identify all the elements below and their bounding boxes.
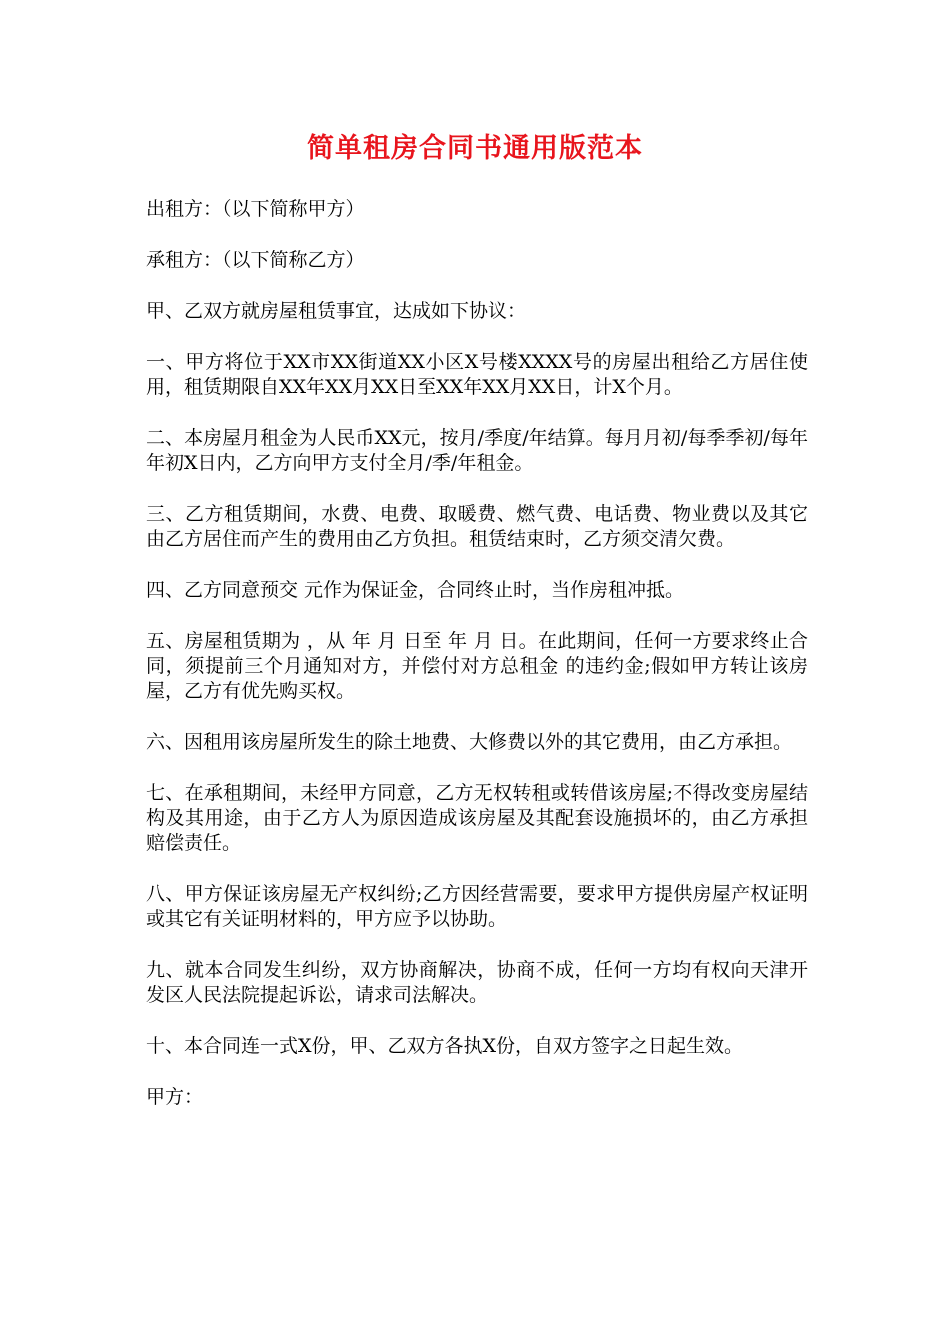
clause-2: 二、本房屋月租金为人民币XX元，按月/季度/年结算。每月月初/每季季初/每年年初X日内，乙方向甲方支付全月/季/年租金。	[146, 427, 808, 474]
party-lessee-line: 承租方：（以下简称乙方）	[146, 249, 365, 271]
clause-3: 三、乙方租赁期间，水费、电费、取暖费、燃气费、电话费、物业费以及其它由乙方居住而产生的费用由乙方负担。租赁结束时，乙方须交清欠费。	[146, 503, 808, 550]
clause-9: 九、就本合同发生纠纷，双方协商解决，协商不成，任何一方均有权向天津开发区人民法院提起诉讼，请求司法解决。	[146, 959, 808, 1006]
clause-7: 七、在承租期间，未经甲方同意，乙方无权转租或转借该房屋;不得改变房屋结构及其用途，由于乙方人为原因造成该房屋及其配套设施损坏的，由乙方承担赔偿责任。	[146, 782, 808, 854]
signature-party-a: 甲方：	[146, 1086, 204, 1108]
party-lessor-line: 出租方：（以下简称甲方）	[146, 198, 365, 220]
document-body	[146, 197, 808, 1136]
clause-8: 八、甲方保证该房屋无产权纠纷;乙方因经营需要，要求甲方提供房屋产权证明或其它有关证明材料的，甲方应予以协助。	[146, 883, 808, 930]
agreement-intro: 甲、乙双方就房屋租赁事宜，达成如下协议：	[146, 300, 527, 322]
document-title: 简单租房合同书通用版范本	[307, 133, 643, 164]
clause-4: 四、乙方同意预交 元作为保证金，合同终止时，当作房租冲抵。	[146, 579, 685, 601]
clause-1: 一、甲方将位于XX市XX街道XX小区X号楼XXXX号的房屋出租给乙方居住使用，租赁期限自XX年XX月XX日至XX年XX月XX日，计X个月。	[146, 351, 808, 398]
clause-10: 十、本合同连一式X份，甲、乙双方各执X份，自双方签字之日起生效。	[146, 1035, 744, 1057]
clause-5: 五、房屋租赁期为 ，从 年 月 日至 年 月 日。在此期间，任何一方要求终止合同，须提前三个月通知对方，并偿付对方总租金 的违约金;假如甲方转让该房屋，乙方有优先购买权。	[146, 630, 808, 702]
clause-6: 六、因租用该房屋所发生的除土地费、大修费以外的其它费用，由乙方承担。	[146, 731, 793, 753]
